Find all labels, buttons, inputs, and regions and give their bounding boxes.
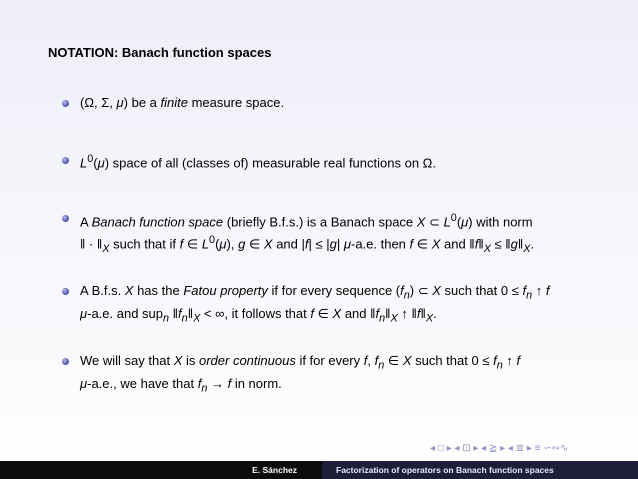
bullet-text-2: $L^0(\mu)$ space of all (classes of) measurable real functions on Ω. [80, 153, 436, 171]
bullet-icon [62, 288, 69, 295]
slide-heading: NOTATION: Banach function spaces [48, 45, 272, 60]
footer-author: E. Sánchez [252, 465, 297, 475]
footer-bar [0, 461, 638, 479]
bullet-icon [62, 358, 69, 365]
bullet-icon [62, 100, 69, 107]
bullet-icon [62, 215, 69, 222]
footer-title-box [322, 461, 638, 479]
beamer-navigation-icons[interactable]: ◂ □ ▸ ◂ ⊡ ▸ ◂ ≧ ▸ ◂ ≣ ▸ ≡ ∽∾∿ [430, 443, 569, 454]
bullet-text-4: A B.f.s. X has the Fatou property if for every sequence $(f_n)$ ⊂ X such that $0 \le f_n$ ↑ f μ-a.e. and sup$_n$ $‖f_n‖_X$ < ∞, it follows that f ∈ X and $‖f_n‖_X$ ↑ $‖f‖_X$. [80, 283, 550, 325]
footer-author-box [0, 461, 322, 479]
bullet-icon [62, 157, 69, 164]
bullet-text-1: (Ω, Σ, μ) be a finite measure space. [80, 95, 285, 110]
bullet-text-3: A Banach function space (briefly B.f.s.) is a Banach space X ⊂ $L^0(\mu)$ with norm ‖ · $‖_X$ such that if f ∈ $L^0(\mu)$, g ∈ X and |f| ≤ |g| μ-a.e. then f ∈ X and $‖f‖_X$ ≤ $‖g‖_X$. [80, 212, 535, 256]
bullet-text-5: We will say that X is order continuous if for every f, $f_n$ ∈ X such that $0 \le f_n$ ↑ f μ-a.e., we have that $f_n \to f$ in norm. [80, 353, 521, 395]
footer-title: Factorization of operators on Banach function spaces [336, 465, 554, 475]
